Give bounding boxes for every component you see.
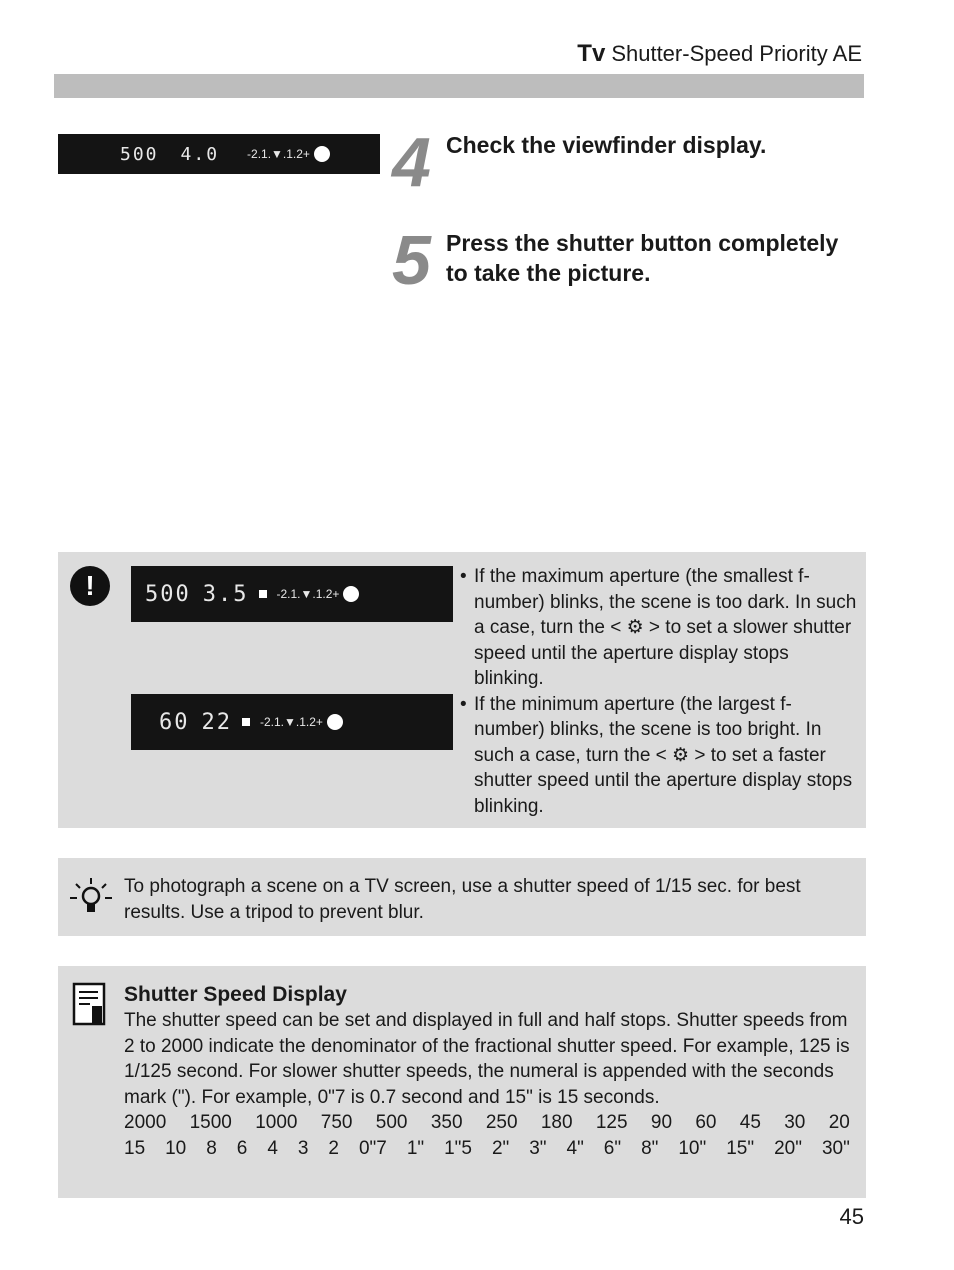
shutter-speed-value: 45 [739,1112,761,1133]
shutter-speed-value: 10 [165,1137,187,1159]
shutter-speed-value: 6 [236,1137,248,1159]
focus-confirm-icon [327,714,343,730]
shutter-speed-value: 2000 [124,1112,167,1133]
shutter-speed-value: 1500 [189,1112,232,1133]
shutter-speed-value: 90 [650,1112,673,1133]
blinking-aperture-readout: 22 [201,709,232,735]
page-number: 45 [839,1204,864,1229]
step-text-4: Check the viewfinder display. [446,132,767,158]
shutter-speed-value: 30 [784,1112,806,1133]
caution-icon: ! [70,566,110,606]
shutter-speed-value: 60 [695,1112,717,1133]
shutter-readout: 500 [120,143,159,165]
page-header [577,40,862,68]
caution-bullet: • If the minimum aperture (the largest f-number) blinks, the scene is too bright. In such a case, turn the < ⚙ > to set a faster shutter speed until the aperture display stops blinking. [460,692,860,820]
focus-confirm-icon [314,146,330,162]
shutter-speed-value: 2" [491,1137,510,1159]
shutter-speed-value: 3" [529,1137,547,1159]
shutter-speed-value: 1000 [255,1112,298,1133]
note-block [124,982,854,1161]
shutter-speed-value: 30" [821,1137,850,1159]
caution-bullets [460,564,860,819]
header-rule [54,74,864,98]
shutter-speed-value: 8" [641,1137,659,1159]
shutter-readout: 60 [159,709,190,735]
shutter-speed-value: 0"7 [358,1137,387,1159]
shutter-speed-value: 15" [726,1137,755,1159]
shutter-speed-value: 4 [267,1137,278,1159]
shutter-speed-value: 3 [297,1137,309,1159]
step-text-5: Press the shutter button completely to take the picture. [446,230,839,286]
viewfinder-too-bright [131,694,453,750]
shutter-speed-value: 125 [595,1112,628,1133]
aperture-readout: 4.0 [180,143,220,165]
viewfinder-too-dark [131,566,453,622]
indicator-square-icon [242,718,250,726]
mode-label: Tv [577,40,606,67]
focus-confirm-icon [343,586,359,602]
shutter-speed-value: 4" [566,1137,584,1159]
shutter-speed-value: 750 [320,1112,353,1133]
exposure-scale: -2.1.▼.1.2+ [276,587,340,601]
blinking-aperture-readout: 3.5 [202,581,249,607]
note-title: Shutter Speed Display [124,983,347,1006]
shutter-speed-value: 10" [678,1137,707,1159]
memo-icon [72,982,108,1028]
header-title: Shutter-Speed Priority AE [611,41,862,66]
speeds-row-1 [124,1110,850,1136]
shutter-speed-value: 350 [430,1112,463,1133]
shutter-speed-value: 2 [328,1137,339,1159]
step-number-5: 5 [392,221,431,299]
lightbulb-icon [66,874,116,924]
step-number-4: 4 [392,123,431,201]
tip-text: To photograph a scene on a TV screen, use a shutter speed of 1/15 sec. for best results. Use a tripod to prevent blur. [124,876,801,923]
exposure-scale: -2.1.▼.1.2+ [260,715,323,729]
shutter-speed-value: 15 [124,1137,146,1159]
shutter-speed-value: 1" [406,1137,425,1159]
shutter-speed-value: 250 [485,1112,518,1133]
shutter-speed-value: 20" [774,1137,802,1159]
speeds-row-2 [124,1136,850,1162]
indicator-square-icon [259,590,267,598]
shutter-speed-value: 6" [603,1137,622,1159]
viewfinder-display [58,134,380,174]
shutter-speed-value: 1"5 [444,1137,472,1159]
exposure-scale: -2.1.▼.1.2+ [247,147,310,161]
caution-bullet: • If the maximum aperture (the smallest f-number) blinks, the scene is too dark. In such a case, turn the < ⚙ > to set a slower shutter speed until the aperture display stops blinking. [460,564,860,692]
note-body: The shutter speed can be set and displayed in full and half stops. Shutter speeds from 2 to 2000 indicate the denominator of the fractional shutter speed. For example, 125 is 1/125 second. For slower shutter speeds, the numeral is appended with the seconds mark ("). For example, 0"7 is 0.7 second and 15" is 15 seconds. [124,1010,850,1108]
shutter-readout: 500 [145,581,191,607]
shutter-speed-value: 8 [206,1137,217,1159]
shutter-speed-value: 20 [828,1112,850,1133]
shutter-speed-value: 500 [375,1112,408,1133]
shutter-speed-value: 180 [540,1112,573,1133]
